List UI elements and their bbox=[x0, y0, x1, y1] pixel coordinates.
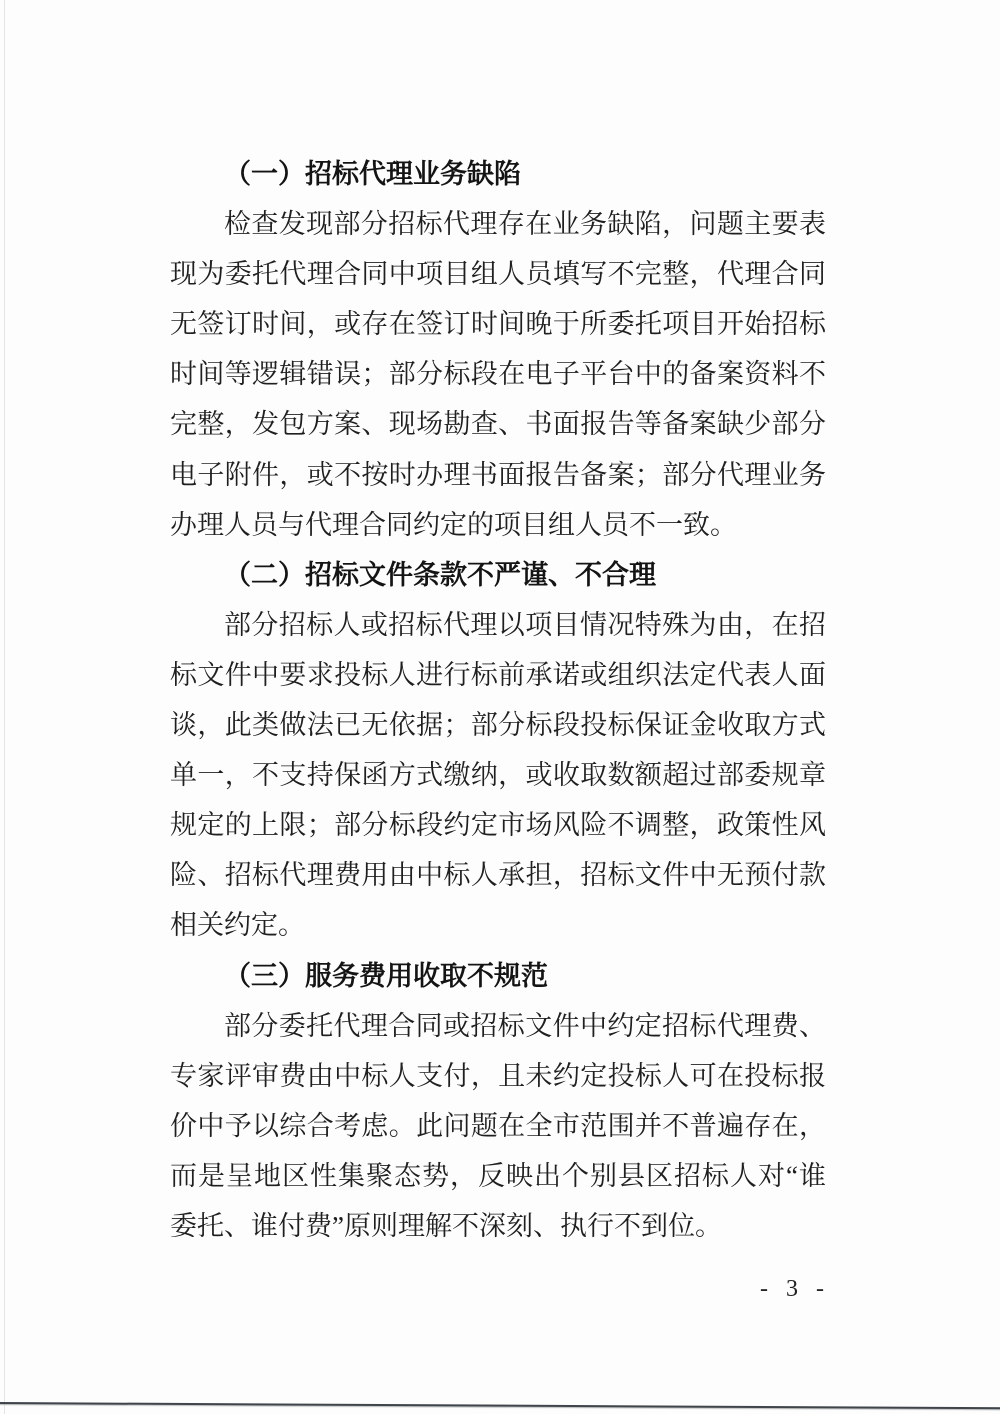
section-heading-1: （一）招标代理业务缺陷 bbox=[224, 159, 521, 189]
text-line: 价中予以综合考虑。此问题在全市范围并不普遍存在， bbox=[170, 1110, 826, 1141]
text-line: 单一，不支持保函方式缴纳，或收取数额超过部委规章 bbox=[170, 760, 826, 791]
text-line: 无签订时间，或存在签订时间晚于所委托项目开始招标 bbox=[170, 309, 826, 340]
text-line: 委托、谁付费”原则理解不深刻、执行不到位。 bbox=[170, 1210, 722, 1241]
text-line: 检查发现部分招标代理存在业务缺陷，问题主要表 bbox=[224, 209, 826, 240]
text-line: 标文件中要求投标人进行标前承诺或组织法定代表人面 bbox=[170, 659, 826, 690]
document-body bbox=[170, 149, 826, 1251]
text-line: 险、招标代理费用由中标人承担，招标文件中无预付款 bbox=[170, 860, 826, 891]
page-number: - 3 - bbox=[760, 1276, 830, 1302]
text-line: 专家评审费由中标人支付，且未约定投标人可在投标报 bbox=[170, 1060, 826, 1091]
text-line: 部分委托代理合同或招标文件中约定招标代理费、 bbox=[224, 1010, 826, 1041]
section-heading-2: （二）招标文件条款不严谨、不合理 bbox=[224, 559, 656, 590]
text-line: 规定的上限；部分标段约定市场风险不调整，政策性风 bbox=[170, 810, 826, 841]
text-line: 谈，此类做法已无依据；部分标段投标保证金收取方式 bbox=[170, 710, 826, 741]
text-line: 办理人员与代理合同约定的项目组人员不一致。 bbox=[170, 509, 737, 540]
scan-edge-bottom bbox=[0, 1402, 1000, 1409]
text-line: 电子附件，或不按时办理书面报告备案；部分代理业务 bbox=[170, 459, 826, 490]
scan-edge-left bbox=[4, 0, 5, 1414]
text-line: 而是呈地区性集聚态势，反映出个别县区招标人对“谁 bbox=[170, 1160, 826, 1191]
text-line: 时间等逻辑错误；部分标段在电子平台中的备案资料不 bbox=[170, 359, 826, 390]
text-line: 部分招标人或招标代理以项目情况特殊为由，在招 bbox=[224, 609, 826, 640]
text-line: 相关约定。 bbox=[170, 910, 305, 941]
text-line: 现为委托代理合同中项目组人员填写不完整，代理合同 bbox=[170, 259, 826, 290]
section-heading-3: （三）服务费用收取不规范 bbox=[224, 960, 548, 991]
text-line: 完整，发包方案、现场勘查、书面报告等备案缺少部分 bbox=[170, 409, 826, 440]
